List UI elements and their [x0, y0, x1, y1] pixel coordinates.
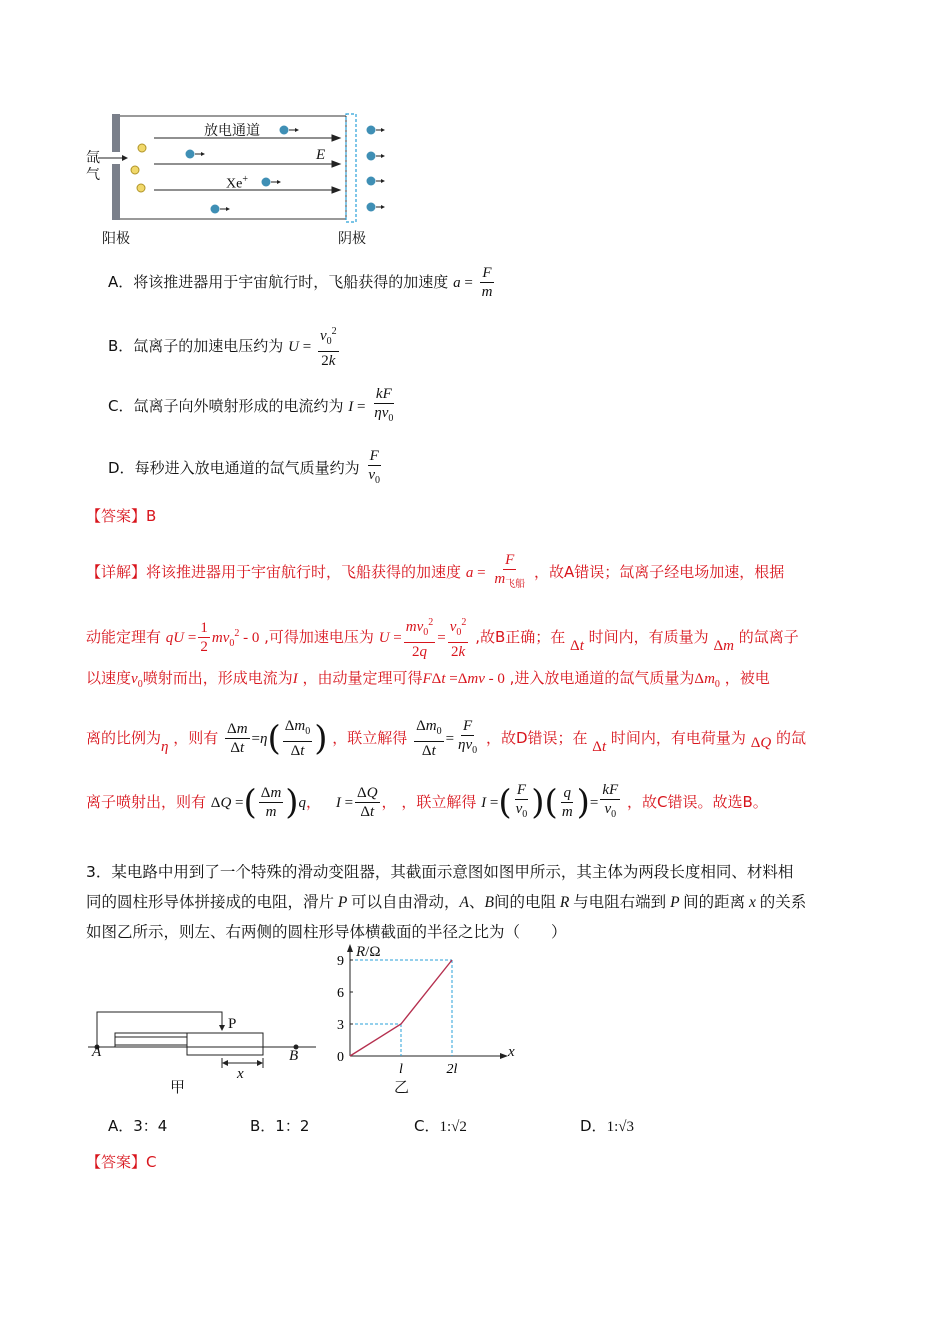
yi-xlabel: x	[508, 1044, 515, 1060]
ion-label: Xe+	[226, 174, 248, 192]
detail-line-1: 【详解】将该推进器用于宇宙航行时，飞船获得的加速度 a = $\frac{F}{m_{飞船}}$ ，故A错误；氙离子经电场加速，根据	[86, 552, 785, 590]
option-q3-a: A．3：4	[108, 1117, 168, 1135]
channel-label: 放电通道	[204, 123, 260, 139]
chart-ytick-label: 3	[337, 1018, 344, 1033]
detail-line-4: 离的比例为η ，则有 $\frac{\Delta m}{\Delta t}$ =η( $\frac{\Delta m_0}{\Delta t}$ ) ，联立解得 $\frac{\Delta m_0}{\Delta t}$ = $\frac{F}{\eta v_0}$ ，故D错误；在 Δt 时间内，有电荷量为 ΔQ 的氙	[86, 718, 806, 759]
anode-plate	[112, 114, 120, 220]
cathode-grid	[346, 114, 356, 222]
question-3-line-1: 3．某电路中用到了一个特殊的滑动变阻器，其截面示意图如图甲所示，其主体为两段长度相同、材料相	[86, 863, 794, 881]
chart-xtick-label: 2l	[446, 1062, 458, 1077]
figure-jia	[86, 1008, 326, 1078]
jia-caption: 甲	[170, 1078, 186, 1096]
option-b: B．氙离子的加速电压约为 U = $\frac{v_0^2}{2k}$	[108, 326, 337, 369]
chart-ytick-label: 9	[337, 954, 344, 969]
yi-caption: 乙	[394, 1078, 410, 1096]
chart-xtick-label: l	[399, 1062, 403, 1077]
gas-label: 氙气	[86, 150, 100, 183]
jia-B: B	[289, 1048, 299, 1064]
option-a: A．将该推进器用于宇宙航行时，飞船获得的加速度 a = $\frac{F}{m}$	[108, 265, 493, 300]
xenon-atoms	[131, 144, 146, 192]
detail-line-3: 以速度$v_0$喷射而出，形成电流为I ，由动量定理可得FΔt =Δmv - 0 ,进入放电通道的氙气质量为$\Delta m_0$ ，被电	[86, 669, 770, 690]
question-3-line-3: 如图乙所示，则左、右两侧的圆柱形导体横截面的半径之比为（ ）	[86, 923, 567, 941]
chart-ytick-label: 6	[337, 986, 344, 1001]
answer-q2: 【答案】B	[86, 507, 157, 525]
yi-ylabel: R/Ω	[356, 944, 381, 960]
detail-line-5: 离子喷射出，则有 ΔQ =( $\frac{\Delta m}{m}$ )q， I = $\frac{\Delta Q}{\Delta t}$ ， ，联立解得 I =( $\frac{F}{v_0}$ )( $\frac{q}{m}$ )= $\frac{kF}{v_0}$ ，故C错误。故选B。	[86, 782, 768, 823]
cathode-label: 阴极	[338, 231, 366, 247]
jia-x: x	[237, 1066, 244, 1082]
detail-line-2: 动能定理有 qU = $\frac{1}{2}$ $mv_0^2 - 0$ ,可得加速电压为 U = $\frac{mv_0^2}{2q}$ = $\frac{v_0^2}{2k}$ ,故B正确；在 Δt 时间内，有质量为 Δm 的氙离子	[86, 617, 799, 660]
option-c: C．氙离子向外喷射形成的电流约为 I = $\frac{kF}{\eta v_0}$	[108, 386, 394, 424]
jia-P: P	[228, 1016, 237, 1032]
option-d: D．每秒进入放电通道的氙气质量约为 $\frac{F}{v_0}$	[108, 448, 381, 486]
jia-A: A	[92, 1044, 102, 1060]
answer-q3: 【答案】C	[86, 1153, 157, 1171]
figure-yi-chart	[330, 944, 520, 1077]
question-3-line-2: 同的圆柱形导体拼接成的电阻，滑片 P 可以自由滑动，A、B间的电阻 R 与电阻右端到 P 间的距离 x 的关系	[86, 893, 807, 911]
field-label: E	[316, 147, 326, 163]
chart-ytick-label: 0	[337, 1050, 344, 1065]
option-q3-d: D．1:√3	[580, 1117, 634, 1135]
anode-label: 阳极	[102, 231, 130, 247]
option-q3-c: C．1:√2	[414, 1117, 467, 1135]
option-q3-b: B．1：2	[250, 1117, 310, 1135]
